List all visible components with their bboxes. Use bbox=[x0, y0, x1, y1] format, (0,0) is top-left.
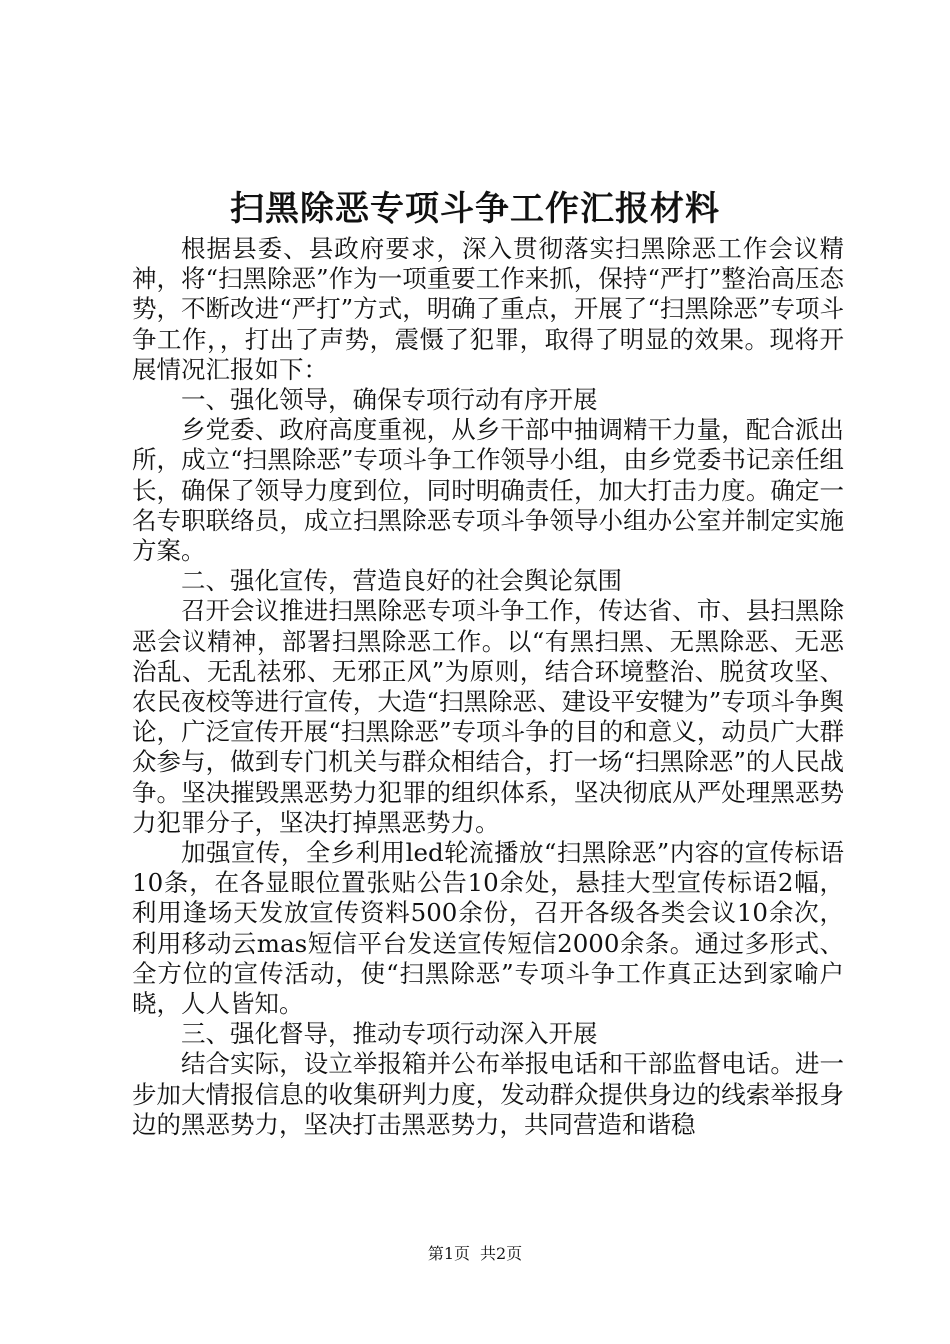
section-3-paragraph: 结合实际，设立举报箱并公布举报电话和干部监督电话。进一步加大情报信息的收集研判力度，发动群众提供身边的线索举报身边的黑恶势力，坚决打击黑恶势力，共同营造和谐稳 bbox=[132, 1049, 844, 1139]
section-heading-3: 三、强化督导，推动专项行动深入开展 bbox=[181, 1019, 598, 1049]
section-2-paragraph-2: 加强宣传，全乡利用led轮流播放“扫黑除恶”内容的宣传标语10条，在各显眼位置张贴公告10余处，悬挂大型宣传标语2幅，利用逢场天发放宣传资料500余份，召开各级各类会议10余次，利用移动云mas短信平台发送宣传短信2000余条。通过多形式、全方位的宣传活动，使“扫黑除恶”专项斗争工作真正达到家喻户晓，人人皆知。 bbox=[132, 838, 844, 1019]
section-heading-1: 一、强化领导，确保专项行动有序开展 bbox=[181, 385, 598, 415]
document-title: 扫黑除恶专项斗争工作汇报材料 bbox=[230, 189, 720, 229]
page-total: 共2页 bbox=[480, 1244, 523, 1263]
page-number: 第1页 bbox=[427, 1244, 470, 1263]
section-1-paragraph: 乡党委、政府高度重视，从乡干部中抽调精干力量，配合派出所，成立“扫黑除恶”专项斗争工作领导小组，由乡党委书记亲任组长，确保了领导力度到位，同时明确责任，加大打击力度。确定一名专职联络员，成立扫黑除恶专项斗争领导小组办公室并制定实施方案。 bbox=[132, 415, 844, 566]
page-footer bbox=[0, 1244, 950, 1264]
document-body bbox=[132, 234, 844, 1140]
section-2-paragraph-1: 召开会议推进扫黑除恶专项斗争工作，传达省、市、县扫黑除恶会议精神，部署扫黑除恶工作。以“有黑扫黑、无黑除恶、无恶治乱、无乱祛邪、无邪正风”为原则，结合环境整治、脱贫攻坚、农民夜校等进行宣传，大造“扫黑除恶、建设平安犍为”专项斗争舆论，广泛宣传开展“扫黑除恶”专项斗争的目的和意义，动员广大群众参与，做到专门机关与群众相结合，打一场“扫黑除恶”的人民战争。坚决摧毁黑恶势力犯罪的组织体系，坚决彻底从严处理黑恶势力犯罪分子，坚决打掉黑恶势力。 bbox=[132, 596, 844, 837]
section-heading-2: 二、强化宣传，营造良好的社会舆论氛围 bbox=[181, 566, 622, 596]
intro-paragraph: 根据县委、县政府要求，深入贯彻落实扫黑除恶工作会议精神，将“扫黑除恶”作为一项重要工作来抓，保持“严打”整治高压态势，不断改进“严打”方式，明确了重点，开展了“扫黑除恶”专项斗争工作，，打出了声势，震慑了犯罪，取得了明显的效果。现将开展情况汇报如下： bbox=[132, 234, 844, 384]
